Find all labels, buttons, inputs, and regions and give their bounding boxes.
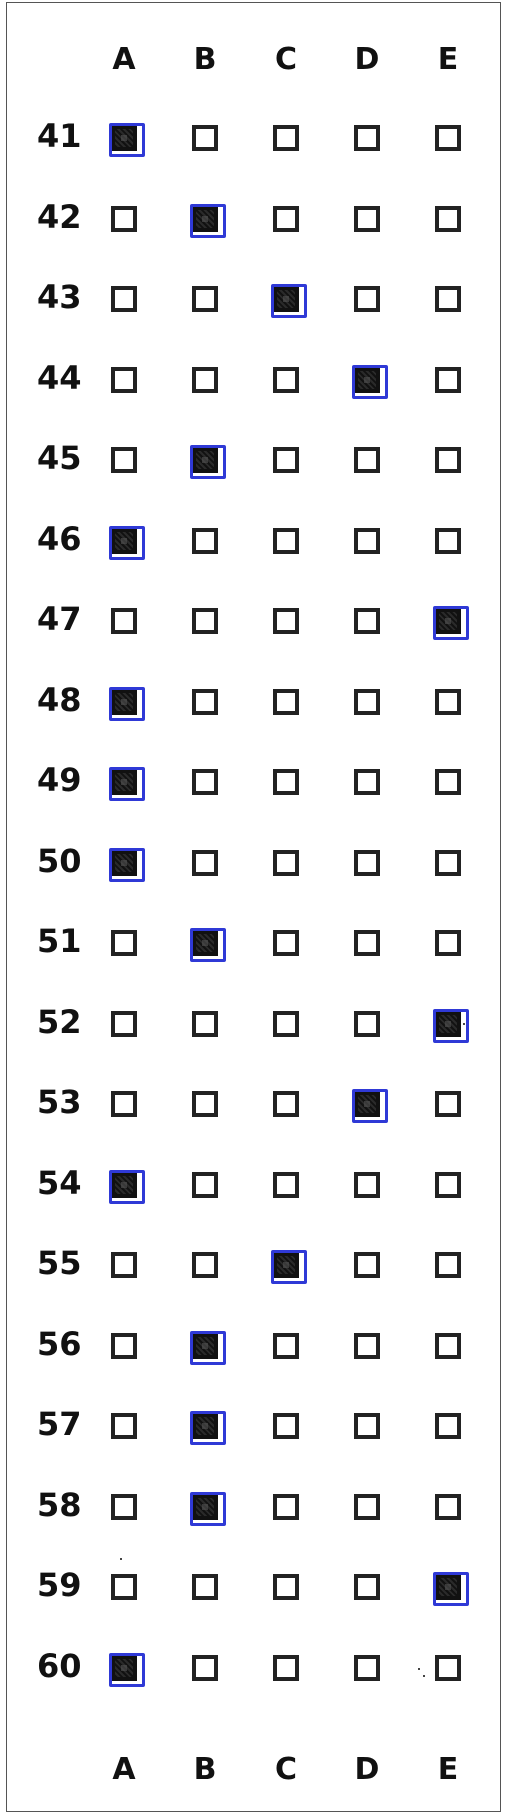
answer-bubble-48-a[interactable] xyxy=(111,689,137,715)
answer-bubble-44-c[interactable] xyxy=(273,367,299,393)
answer-bubble-59-c[interactable] xyxy=(273,1574,299,1600)
answer-bubble-44-d[interactable] xyxy=(354,367,380,393)
answer-bubble-45-d[interactable] xyxy=(354,447,380,473)
answer-bubble-41-c[interactable] xyxy=(273,125,299,151)
column-header-d-bottom: D xyxy=(354,1752,380,1787)
answer-bubble-52-d[interactable] xyxy=(354,1011,380,1037)
answer-bubble-55-d[interactable] xyxy=(354,1252,380,1278)
answer-bubble-59-a[interactable] xyxy=(111,1574,137,1600)
column-header-c-bottom: C xyxy=(274,1752,298,1787)
answer-bubble-42-e[interactable] xyxy=(435,206,461,232)
answer-bubble-44-e[interactable] xyxy=(435,367,461,393)
column-header-d-top: D xyxy=(354,42,380,77)
answer-bubble-45-a[interactable] xyxy=(111,447,137,473)
question-number: 49 xyxy=(37,761,82,799)
answer-bubble-48-c[interactable] xyxy=(273,689,299,715)
answer-bubble-48-b[interactable] xyxy=(192,689,218,715)
answer-bubble-52-b[interactable] xyxy=(192,1011,218,1037)
answer-bubble-43-c[interactable] xyxy=(273,286,299,312)
answer-bubble-53-a[interactable] xyxy=(111,1091,137,1117)
question-number: 60 xyxy=(37,1647,82,1685)
answer-bubble-58-a[interactable] xyxy=(111,1494,137,1520)
column-header-b-bottom: B xyxy=(193,1752,217,1787)
answer-bubble-41-a[interactable] xyxy=(111,125,137,151)
question-number: 56 xyxy=(37,1325,82,1363)
answer-bubble-56-a[interactable] xyxy=(111,1333,137,1359)
column-header-e-top: E xyxy=(437,42,459,77)
answer-sheet xyxy=(6,2,501,1812)
answer-bubble-53-d[interactable] xyxy=(354,1091,380,1117)
answer-bubble-56-c[interactable] xyxy=(273,1333,299,1359)
answer-bubble-52-a[interactable] xyxy=(111,1011,137,1037)
question-number: 45 xyxy=(37,439,82,477)
answer-bubble-50-c[interactable] xyxy=(273,850,299,876)
answer-bubble-48-d[interactable] xyxy=(354,689,380,715)
column-header-b-top: B xyxy=(193,42,217,77)
answer-bubble-50-d[interactable] xyxy=(354,850,380,876)
answer-bubble-51-e[interactable] xyxy=(435,930,461,956)
answer-bubble-49-a[interactable] xyxy=(111,769,137,795)
answer-bubble-59-e[interactable] xyxy=(435,1574,461,1600)
answer-bubble-44-b[interactable] xyxy=(192,367,218,393)
answer-bubble-46-e[interactable] xyxy=(435,528,461,554)
answer-bubble-43-a[interactable] xyxy=(111,286,137,312)
answer-bubble-58-e[interactable] xyxy=(435,1494,461,1520)
answer-bubble-45-c[interactable] xyxy=(273,447,299,473)
answer-bubble-41-e[interactable] xyxy=(435,125,461,151)
answer-bubble-53-c[interactable] xyxy=(273,1091,299,1117)
answer-bubble-60-d[interactable] xyxy=(354,1655,380,1681)
answer-bubble-53-b[interactable] xyxy=(192,1091,218,1117)
answer-bubble-49-e[interactable] xyxy=(435,769,461,795)
answer-bubble-56-b[interactable] xyxy=(192,1333,218,1359)
question-number: 58 xyxy=(37,1486,82,1524)
answer-bubble-60-e[interactable] xyxy=(435,1655,461,1681)
answer-bubble-49-c[interactable] xyxy=(273,769,299,795)
answer-bubble-54-b[interactable] xyxy=(192,1172,218,1198)
answer-bubble-56-e[interactable] xyxy=(435,1333,461,1359)
answer-bubble-42-a[interactable] xyxy=(111,206,137,232)
answer-bubble-41-b[interactable] xyxy=(192,125,218,151)
column-header-c-top: C xyxy=(274,42,298,77)
answer-bubble-55-a[interactable] xyxy=(111,1252,137,1278)
answer-bubble-59-d[interactable] xyxy=(354,1574,380,1600)
question-number: 42 xyxy=(37,198,82,236)
answer-bubble-49-d[interactable] xyxy=(354,769,380,795)
answer-bubble-60-b[interactable] xyxy=(192,1655,218,1681)
answer-bubble-45-e[interactable] xyxy=(435,447,461,473)
scan-speck xyxy=(423,1675,425,1677)
answer-bubble-54-d[interactable] xyxy=(354,1172,380,1198)
scan-speck xyxy=(120,1558,122,1560)
answer-bubble-57-d[interactable] xyxy=(354,1413,380,1439)
answer-bubble-56-d[interactable] xyxy=(354,1333,380,1359)
answer-bubble-54-e[interactable] xyxy=(435,1172,461,1198)
answer-bubble-52-e[interactable] xyxy=(435,1011,461,1037)
answer-bubble-48-e[interactable] xyxy=(435,689,461,715)
answer-bubble-57-a[interactable] xyxy=(111,1413,137,1439)
answer-bubble-43-b[interactable] xyxy=(192,286,218,312)
answer-bubble-55-b[interactable] xyxy=(192,1252,218,1278)
answer-bubble-54-a[interactable] xyxy=(111,1172,137,1198)
answer-bubble-47-e[interactable] xyxy=(435,608,461,634)
answer-bubble-58-b[interactable] xyxy=(192,1494,218,1520)
answer-bubble-52-c[interactable] xyxy=(273,1011,299,1037)
answer-bubble-60-c[interactable] xyxy=(273,1655,299,1681)
question-number: 43 xyxy=(37,278,82,316)
answer-bubble-59-b[interactable] xyxy=(192,1574,218,1600)
answer-bubble-44-a[interactable] xyxy=(111,367,137,393)
question-number: 59 xyxy=(37,1566,82,1604)
answer-bubble-41-d[interactable] xyxy=(354,125,380,151)
answer-bubble-45-b[interactable] xyxy=(192,447,218,473)
column-header-e-bottom: E xyxy=(437,1752,459,1787)
answer-bubble-42-b[interactable] xyxy=(192,206,218,232)
answer-bubble-54-c[interactable] xyxy=(273,1172,299,1198)
column-header-a-top: A xyxy=(112,42,136,77)
question-number: 44 xyxy=(37,359,82,397)
answer-bubble-51-a[interactable] xyxy=(111,930,137,956)
answer-bubble-51-b[interactable] xyxy=(192,930,218,956)
answer-bubble-43-d[interactable] xyxy=(354,286,380,312)
scan-speck xyxy=(418,1668,420,1670)
answer-bubble-55-e[interactable] xyxy=(435,1252,461,1278)
answer-bubble-42-c[interactable] xyxy=(273,206,299,232)
column-header-a-bottom: A xyxy=(112,1752,136,1787)
question-number: 48 xyxy=(37,681,82,719)
question-number: 54 xyxy=(37,1164,82,1202)
answer-bubble-50-a[interactable] xyxy=(111,850,137,876)
answer-bubble-49-b[interactable] xyxy=(192,769,218,795)
answer-bubble-43-e[interactable] xyxy=(435,286,461,312)
question-number: 50 xyxy=(37,842,82,880)
answer-bubble-57-e[interactable] xyxy=(435,1413,461,1439)
answer-bubble-47-b[interactable] xyxy=(192,608,218,634)
question-number: 52 xyxy=(37,1003,82,1041)
answer-bubble-47-d[interactable] xyxy=(354,608,380,634)
question-number: 51 xyxy=(37,922,82,960)
answer-bubble-60-a[interactable] xyxy=(111,1655,137,1681)
answer-bubble-42-d[interactable] xyxy=(354,206,380,232)
answer-bubble-58-c[interactable] xyxy=(273,1494,299,1520)
answer-bubble-50-e[interactable] xyxy=(435,850,461,876)
question-number: 41 xyxy=(37,117,82,155)
question-number: 57 xyxy=(37,1405,82,1443)
answer-bubble-46-b[interactable] xyxy=(192,528,218,554)
question-number: 47 xyxy=(37,600,82,638)
question-number: 46 xyxy=(37,520,82,558)
answer-bubble-55-c[interactable] xyxy=(273,1252,299,1278)
answer-bubble-57-b[interactable] xyxy=(192,1413,218,1439)
answer-bubble-47-a[interactable] xyxy=(111,608,137,634)
question-number: 55 xyxy=(37,1244,82,1282)
answer-bubble-46-d[interactable] xyxy=(354,528,380,554)
scan-speck xyxy=(463,1023,465,1025)
answer-bubble-50-b[interactable] xyxy=(192,850,218,876)
answer-bubble-47-c[interactable] xyxy=(273,608,299,634)
answer-bubble-51-c[interactable] xyxy=(273,930,299,956)
answer-bubble-53-e[interactable] xyxy=(435,1091,461,1117)
answer-bubble-46-a[interactable] xyxy=(111,528,137,554)
answer-bubble-51-d[interactable] xyxy=(354,930,380,956)
answer-bubble-57-c[interactable] xyxy=(273,1413,299,1439)
answer-bubble-46-c[interactable] xyxy=(273,528,299,554)
answer-bubble-58-d[interactable] xyxy=(354,1494,380,1520)
question-number: 53 xyxy=(37,1083,82,1121)
